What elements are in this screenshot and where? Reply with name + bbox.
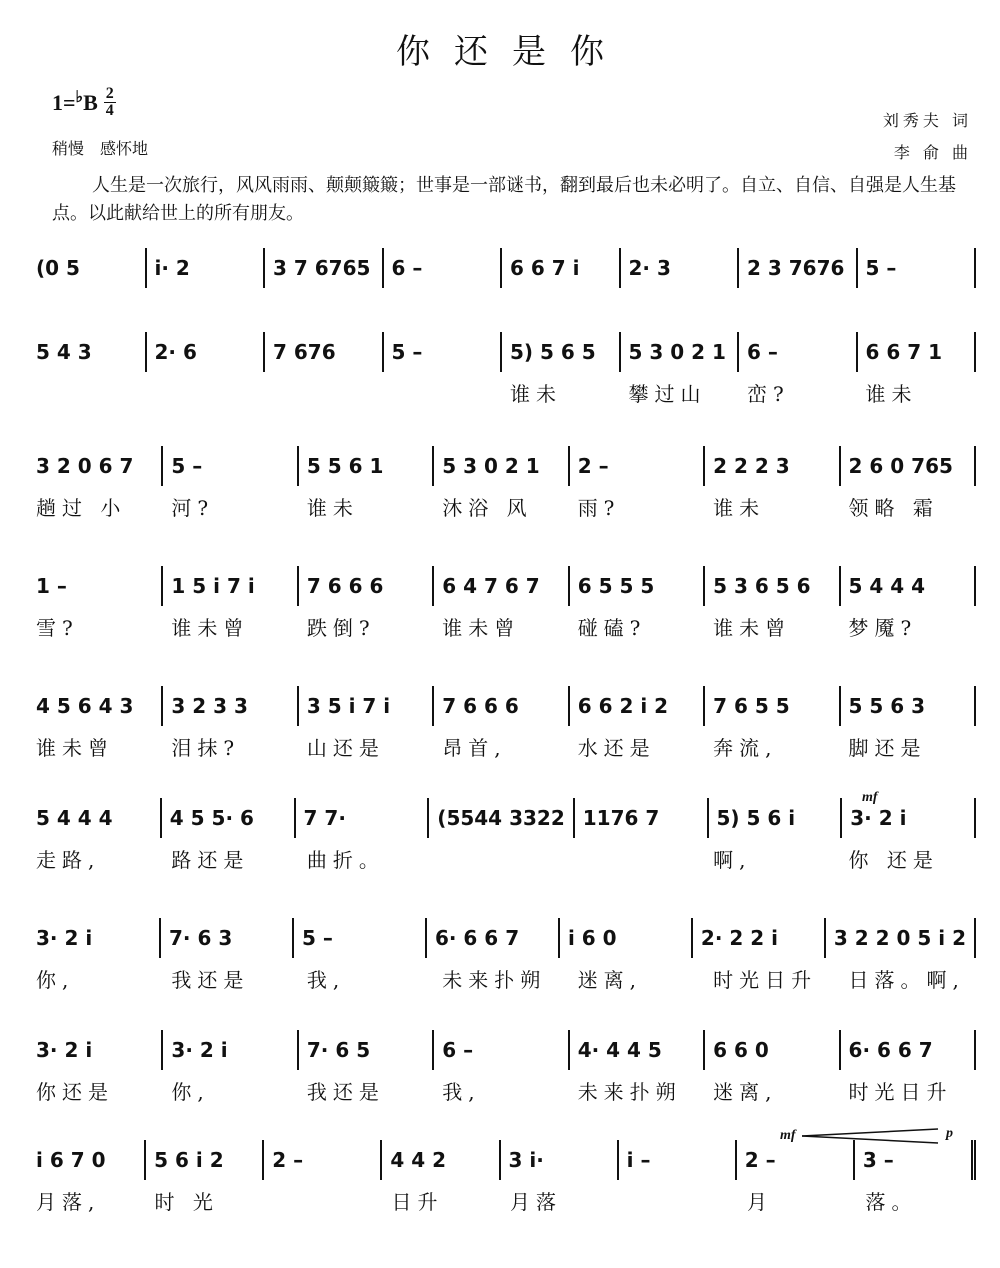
time-bottom: 4 [105,102,114,119]
lyric-text: 水还是 [577,735,656,760]
lyric-text: 迷离, [577,967,643,992]
measure: 4 5 5· 6 [162,798,296,838]
score-row [28,1030,976,1110]
measure: 4 5 6 4 3 [28,686,163,726]
lyric-text: 谁未 [865,381,918,406]
measure: 5 3 0 2 1 [621,332,740,372]
lyric-text: 谁未曾 [442,615,521,640]
lyric-text: 我还是 [171,967,250,992]
score-row [28,686,976,766]
measure: i· 2 [147,248,266,288]
lyric-line [28,486,976,526]
measure: 2· 3 [621,248,740,288]
lyric-text: 河? [171,495,215,520]
score-row [28,446,976,526]
lyric-text: 时光日升 [713,967,818,992]
lyric-text: 我还是 [306,1079,385,1104]
measure: 3· 2 i [163,1030,298,1070]
lyric-text: 昂首, [442,735,507,760]
notation-line [28,1030,976,1070]
measure: (0 5 [28,248,147,288]
lyric-text: 雨? [577,495,621,520]
measure: i 6 7 0 [28,1140,146,1180]
measure: 4· 4 4 5 [570,1030,705,1070]
measure: 5 – [163,446,298,486]
measure: 6· 6 6 7 [841,1030,976,1070]
measure: 7 7· [296,798,430,838]
time-top: 2 [105,85,114,102]
lyric-text: 泪抹? [171,735,241,760]
notation-line [28,446,976,486]
lyric-text: 曲折。 [306,847,385,872]
lyric-text: 山还是 [306,735,385,760]
lyric-text: 谁未曾 [36,735,114,760]
notation-line [28,918,976,958]
measure: 7 6 6 6 [434,686,569,726]
lyric-text: 我, [306,967,346,992]
lyric-text: 月 [747,1189,773,1214]
lyric-text [265,372,384,412]
lyric-text: 你, [171,1079,210,1104]
score-row [28,918,976,998]
lyric-text: 月落, [36,1189,101,1214]
lyric-text: 路还是 [171,847,250,872]
lyric-text: 谁未曾 [171,615,250,640]
measure: 5 6 i 2 [146,1140,264,1180]
lyric-line [28,838,976,878]
lyric-line [28,372,976,412]
lyric-text: 日落。啊, [848,967,965,992]
measure: 7· 6 5 [299,1030,434,1070]
measure: 6 6 7 i [502,248,621,288]
lyric-text: 走路, [36,847,101,872]
measure: 5 5 6 3 [841,686,976,726]
lyric-text [570,838,705,878]
measure: 3· 2 i [842,798,976,838]
measure: i – [619,1140,737,1180]
notation-line [28,566,976,606]
measure: 7· 6 3 [161,918,294,958]
lyric-text: 你还是 [36,1079,114,1104]
lyric-line [28,1070,976,1110]
measure: 1 5 i 7 i [163,566,298,606]
notation-line [28,686,976,726]
lyric-text: 我, [442,1079,481,1104]
measure: 1 – [28,566,163,606]
measure: 6 6 2 i 2 [570,686,705,726]
measure: 6 6 7 1 [858,332,977,372]
measure: 3 5 i 7 i [299,686,434,726]
lyric-text: 月落 [510,1189,562,1214]
measure: 2 – [570,446,705,486]
measure: 2 3 7676 [739,248,858,288]
dynamic-p: p [946,1126,953,1141]
time-signature [104,86,116,119]
lyric-text: 谁未曾 [713,615,792,640]
measure: 3 2 0 6 7 [28,446,163,486]
measure: (5544 3322 [429,798,574,838]
notation-line [28,248,976,288]
lyric-text: 时光日升 [848,1079,953,1104]
lyric-text: 梦魇? [848,615,918,640]
notation-line [28,332,976,372]
measure: i 6 0 [560,918,693,958]
intro-text: 人生是一次旅行，风风雨雨、颠颠簸簸；世事是一部谜书，翻到最后也未必明了。自立、自信、自强是人生基点。以此献给世上的所有朋友。 [52,175,956,224]
measure: 6 4 7 6 7 [434,566,569,606]
measure: 7 676 [265,332,384,372]
measure: 6 – [434,1030,569,1070]
key-signature [52,86,116,119]
lyric-text: 碰磕? [577,615,647,640]
dynamic-mf: mf [862,790,878,805]
measure: 2· 6 [147,332,266,372]
measure: 3· 2 i [28,1030,163,1070]
lyric-text: 迷离, [713,1079,778,1104]
crescendo-hairpin [802,1126,942,1146]
measure: 7 6 6 6 [299,566,434,606]
measure: 5) 5 6 5 [502,332,621,372]
measure: 2 – [737,1140,855,1180]
lyric-text: 雪? [36,615,79,640]
score-row [28,1140,976,1220]
score-row [28,798,976,878]
lyric-text: 你, [36,967,75,992]
lyric-line [28,1180,976,1220]
tempo-marking: 稍慢 感怀地 [52,139,149,158]
measure: 2· 2 2 i [693,918,826,958]
lyric-text: 峦? [747,381,790,406]
flat-sign: ♭ [75,88,84,106]
measure: 6· 6 6 7 [427,918,560,958]
lyric-line [28,606,976,646]
lyric-text [265,1180,384,1220]
lyric-text [621,1180,740,1220]
notation-line [28,1140,976,1180]
measure: 3· 2 i [28,918,161,958]
key-letter: B [83,89,98,115]
song-title: 你还是你 [396,32,628,72]
measure: 6 5 5 5 [570,566,705,606]
measure: 5 5 6 1 [299,446,434,486]
measure: 3 7 6765 [265,248,384,288]
lyric-text: 日升 [391,1189,444,1214]
lyric-line [28,726,976,766]
lyric-text: 落。 [865,1189,918,1214]
measure: 4 4 2 [382,1140,500,1180]
lyric-text: 谁未 [306,495,359,520]
key-tonic: 1= [52,89,76,115]
measure: 5 4 4 4 [841,566,976,606]
lyricist-credit: 刘秀夫 词 [882,111,972,130]
measure: 7 6 5 5 [705,686,840,726]
measure: 6 – [739,332,858,372]
score-row [28,248,976,288]
lyric-text: 奔流, [713,735,778,760]
measure: 2 2 2 3 [705,446,840,486]
measure: 6 6 0 [705,1030,840,1070]
measure: 2 6 0 765 [841,446,976,486]
lyric-text: 趟过 小 [36,495,127,520]
lyric-text [384,372,503,412]
measure: 5 3 6 5 6 [705,566,840,606]
measure: 5 4 4 4 [28,798,162,838]
lyric-text: 沐浴 风 [442,495,533,520]
lyric-text [28,372,147,412]
measure: 5 4 3 [28,332,147,372]
lyric-text [147,372,266,412]
measure: 2 – [264,1140,382,1180]
lyric-text: 跌倒? [306,615,376,640]
lyric-text: 领略 霜 [848,495,939,520]
measure: 3 i· [501,1140,619,1180]
lyric-text: 未来扑朔 [577,1079,682,1104]
measure: 3 2 3 3 [163,686,298,726]
measure: 3 – [855,1140,976,1180]
lyric-text: 啊, [713,847,752,872]
measure: 5) 5 6 i [709,798,843,838]
measure: 5 – [294,918,427,958]
lyric-text: 攀过山 [628,381,707,406]
lyric-text: 时 光 [154,1189,219,1214]
measure: 1176 7 [575,798,709,838]
measure: 5 – [858,248,977,288]
score-row [28,566,976,646]
measure: 6 – [384,248,503,288]
dynamic-mf-2: mf [780,1128,796,1143]
lyric-text: 谁未 [713,495,766,520]
notation-line [28,798,976,838]
lyric-line [28,958,976,998]
lyric-text: 你 还是 [848,847,939,872]
lyric-text: 未来扑朔 [442,967,547,992]
measure: 5 – [384,332,503,372]
lyric-text: 脚还是 [848,735,927,760]
measure: 5 3 0 2 1 [434,446,569,486]
measure: 3 2 2 0 5 i 2 [826,918,976,958]
lyric-text [434,838,569,878]
composer-credit: 李 俞 曲 [893,143,972,162]
score-row [28,332,976,412]
lyric-text: 谁未 [510,381,562,406]
